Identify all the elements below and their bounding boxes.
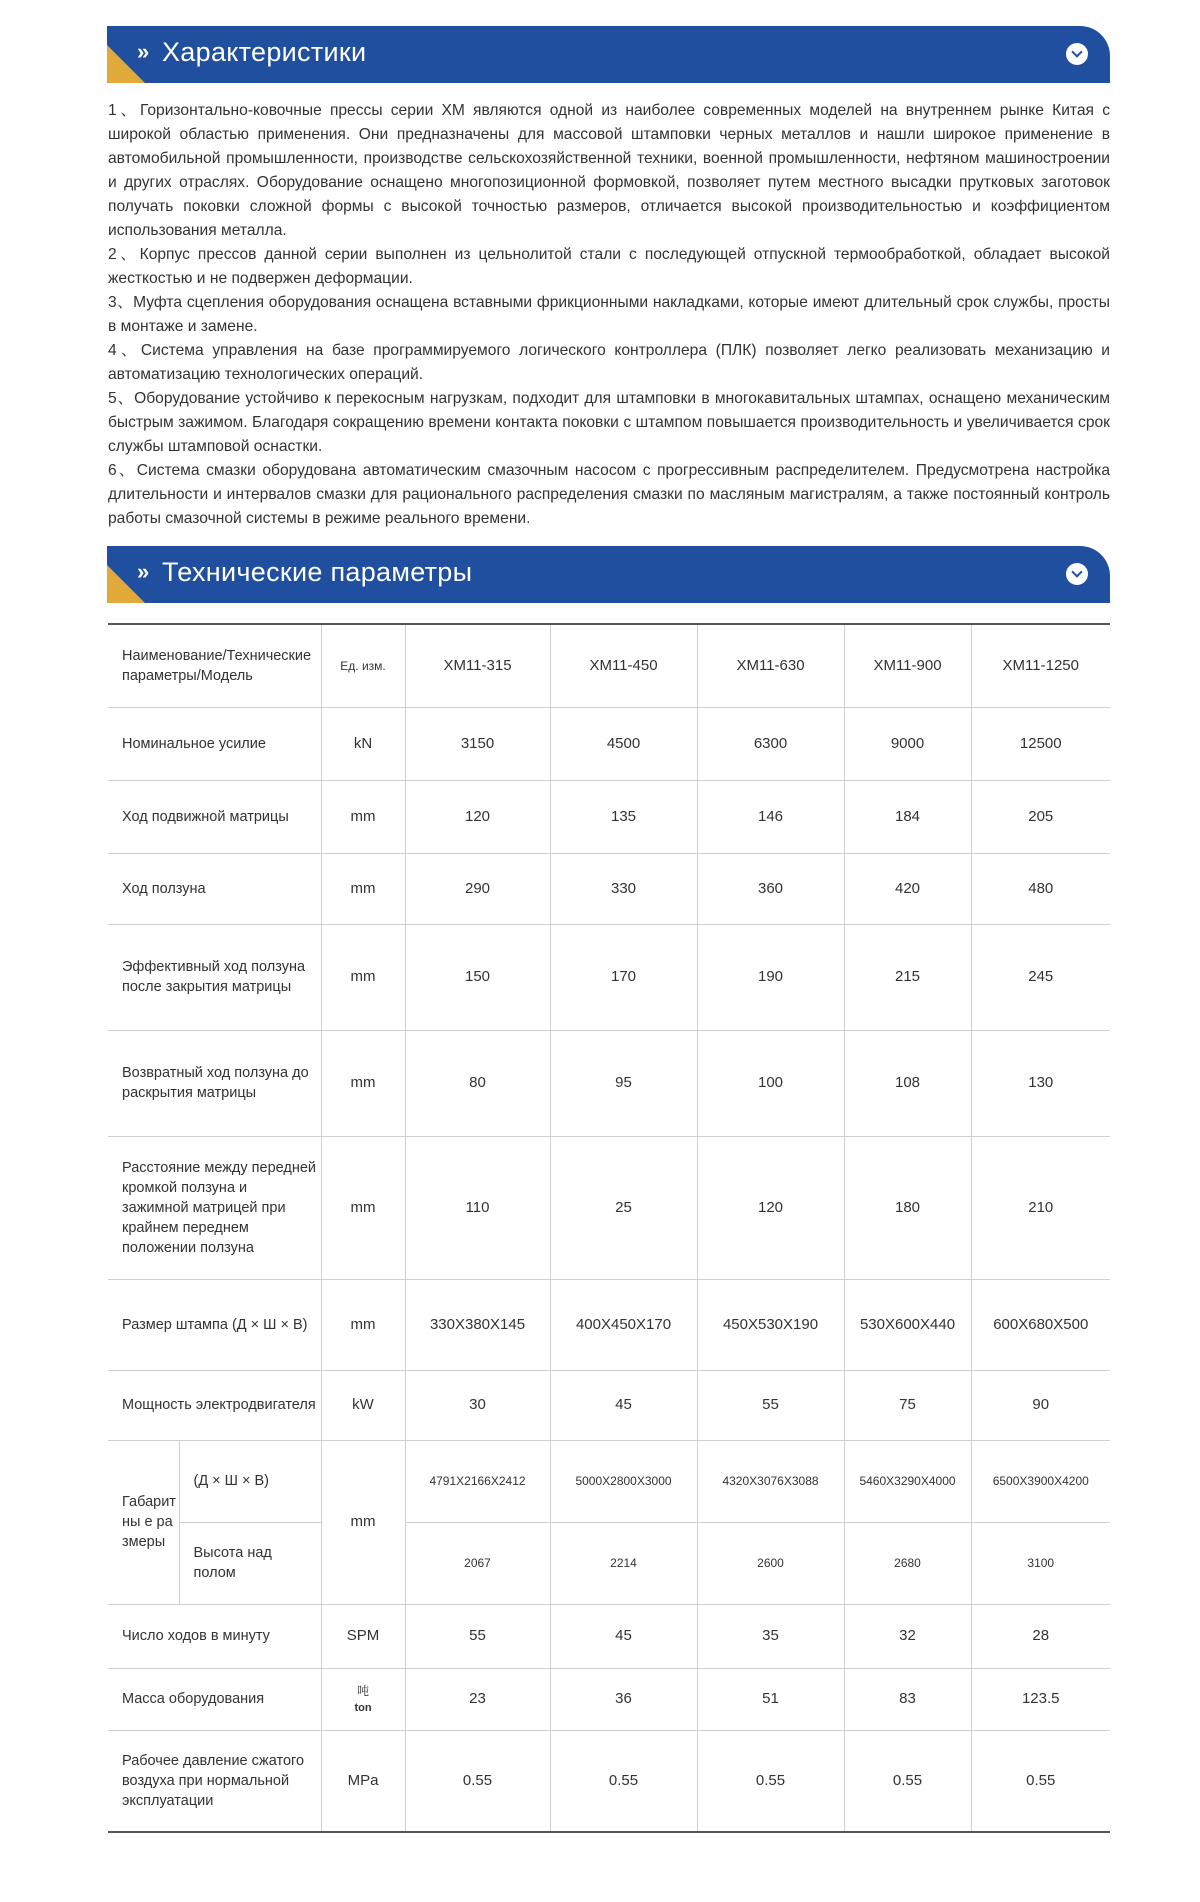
cell: 0.55 bbox=[844, 1730, 971, 1832]
row-unit: MPa bbox=[321, 1730, 405, 1832]
cell: 2214 bbox=[550, 1522, 697, 1604]
cell: 110 bbox=[405, 1136, 550, 1279]
cell: 130 bbox=[971, 1030, 1110, 1136]
cell: 420 bbox=[844, 853, 971, 924]
row-name: Расстояние между передней кромкой ползуна и зажимной матрицей при крайнем переднем положении ползуна bbox=[108, 1136, 321, 1279]
cell: 5460X3290X4000 bbox=[844, 1440, 971, 1522]
cell: 135 bbox=[550, 780, 697, 853]
cell: 2680 bbox=[844, 1522, 971, 1604]
table-row bbox=[108, 1136, 1110, 1279]
cell: 0.55 bbox=[405, 1730, 550, 1832]
header-unit: Ед. изм. bbox=[321, 624, 405, 707]
cell: 205 bbox=[971, 780, 1110, 853]
cell: 6500X3900X4200 bbox=[971, 1440, 1110, 1522]
table-row-dimensions bbox=[108, 1440, 1110, 1522]
unit-bottom: ton bbox=[354, 1702, 372, 1714]
row-unit: mm bbox=[321, 853, 405, 924]
cell: 45 bbox=[550, 1370, 697, 1440]
cell: 400X450X170 bbox=[550, 1279, 697, 1370]
table-row bbox=[108, 707, 1110, 780]
row-unit bbox=[321, 1668, 405, 1730]
model-2: XM11-450 bbox=[550, 624, 697, 707]
dimensions-sub2-name: Высота над полом bbox=[179, 1522, 321, 1604]
cell: 245 bbox=[971, 924, 1110, 1030]
cell: 4320X3076X3088 bbox=[697, 1440, 844, 1522]
dimensions-unit: mm bbox=[321, 1440, 405, 1604]
cell: 180 bbox=[844, 1136, 971, 1279]
model-1: XM11-315 bbox=[405, 624, 550, 707]
cell: 360 bbox=[697, 853, 844, 924]
cell: 0.55 bbox=[550, 1730, 697, 1832]
cell: 330X380X145 bbox=[405, 1279, 550, 1370]
params-header[interactable] bbox=[107, 546, 1110, 603]
cell: 530X600X440 bbox=[844, 1279, 971, 1370]
header-name: Наименование/Технические параметры/Модель bbox=[108, 624, 321, 707]
cell: 25 bbox=[550, 1136, 697, 1279]
cell: 32 bbox=[844, 1604, 971, 1668]
row-name: Число ходов в минуту bbox=[108, 1604, 321, 1668]
cell: 83 bbox=[844, 1668, 971, 1730]
table-row-dimensions-height bbox=[108, 1522, 1110, 1604]
cell: 184 bbox=[844, 780, 971, 853]
row-name: Ход ползуна bbox=[108, 853, 321, 924]
cell: 35 bbox=[697, 1604, 844, 1668]
row-name: Возвратный ход ползуна до раскрытия матрицы bbox=[108, 1030, 321, 1136]
cell: 55 bbox=[405, 1604, 550, 1668]
cell: 170 bbox=[550, 924, 697, 1030]
table-row bbox=[108, 1279, 1110, 1370]
cell: 3150 bbox=[405, 707, 550, 780]
features-header[interactable] bbox=[107, 26, 1110, 83]
cell: 100 bbox=[697, 1030, 844, 1136]
cell: 4791X2166X2412 bbox=[405, 1440, 550, 1522]
row-unit: mm bbox=[321, 1136, 405, 1279]
model-5: XM11-1250 bbox=[971, 624, 1110, 707]
table-row bbox=[108, 1604, 1110, 1668]
row-name: Рабочее давление сжатого воздуха при нормальной эксплуатации bbox=[108, 1730, 321, 1832]
specs-table bbox=[108, 623, 1110, 1833]
feature-item: 4、Система управления на базе программируемого логического контроллера (ПЛК) позволяет легко реализовать механизацию и автоматизацию технологических операций. bbox=[108, 342, 1110, 383]
table-row bbox=[108, 780, 1110, 853]
double-chevron-icon: » bbox=[137, 39, 150, 64]
cell: 0.55 bbox=[971, 1730, 1110, 1832]
cell: 12500 bbox=[971, 707, 1110, 780]
row-name: Ход подвижной матрицы bbox=[108, 780, 321, 853]
table-row bbox=[108, 1730, 1110, 1832]
cell: 23 bbox=[405, 1668, 550, 1730]
chevron-down-icon[interactable] bbox=[1066, 563, 1088, 585]
row-unit: kW bbox=[321, 1370, 405, 1440]
cell: 95 bbox=[550, 1030, 697, 1136]
feature-item: 3、Муфта сцепления оборудования оснащена вставными фрикционными накладками, которые имеют длительный срок службы, просты в монтаже и замене. bbox=[108, 294, 1110, 335]
cell: 55 bbox=[697, 1370, 844, 1440]
row-unit: kN bbox=[321, 707, 405, 780]
cell: 2067 bbox=[405, 1522, 550, 1604]
features-text bbox=[108, 99, 1110, 531]
row-name: Масса оборудования bbox=[108, 1668, 321, 1730]
cell: 45 bbox=[550, 1604, 697, 1668]
dimensions-name: Габаритны е размеры bbox=[108, 1440, 179, 1604]
cell: 210 bbox=[971, 1136, 1110, 1279]
cell: 150 bbox=[405, 924, 550, 1030]
cell: 120 bbox=[697, 1136, 844, 1279]
cell: 215 bbox=[844, 924, 971, 1030]
params-title: Технические параметры bbox=[162, 557, 473, 587]
row-name: Мощность электродвигателя bbox=[108, 1370, 321, 1440]
cell: 3100 bbox=[971, 1522, 1110, 1604]
cell: 6300 bbox=[697, 707, 844, 780]
cell: 146 bbox=[697, 780, 844, 853]
cell: 290 bbox=[405, 853, 550, 924]
feature-item: 5、Оборудование устойчиво к перекосным нагрузкам, подходит для штамповки в многокавитальных штампах, оснащено механическим быстрым зажимом. Благодаря сокращению времени контакта поковки с штампом повышается производительность и увеличивается срок службы штамповой оснастки. bbox=[108, 390, 1110, 455]
table-row bbox=[108, 1370, 1110, 1440]
table-row bbox=[108, 853, 1110, 924]
cell: 4500 bbox=[550, 707, 697, 780]
table-row bbox=[108, 924, 1110, 1030]
cell: 108 bbox=[844, 1030, 971, 1136]
row-unit: mm bbox=[321, 924, 405, 1030]
row-name: Номинальное усилие bbox=[108, 707, 321, 780]
cell: 480 bbox=[971, 853, 1110, 924]
row-name: Размер штампа (Д × Ш × В) bbox=[108, 1279, 321, 1370]
cell: 123.5 bbox=[971, 1668, 1110, 1730]
feature-item: 2、Корпус прессов данной серии выполнен из цельнолитой стали с последующей отпускной термообработкой, обладает высокой жесткостью и не подвержен деформации. bbox=[108, 246, 1110, 287]
cell: 2600 bbox=[697, 1522, 844, 1604]
feature-item: 1、Горизонтально-ковочные прессы серии ХМ являются одной из наиболее современных моделей на внутреннем рынке Китая с широкой областью применения. Они предназначены для массовой штамповки черных металлов и нашли широкое применение в автомобильной промышленности, производстве сельскохозяйственной техники, военной промышленности, нефтяном машиностроении и других отраслях. Оборудование оснащено многопозиционной формовкой, позволяет путем местного высадки прутковых заготовок получать поковки сложной формы с высокой точностью размеров, отличается высокой производительностью и коэффициентом использования металла. bbox=[108, 102, 1110, 239]
cell: 51 bbox=[697, 1668, 844, 1730]
dimensions-sub1-name: (Д × Ш × В) bbox=[179, 1440, 321, 1522]
chevron-down-icon[interactable] bbox=[1066, 43, 1088, 65]
cell: 9000 bbox=[844, 707, 971, 780]
table-row-mass bbox=[108, 1668, 1110, 1730]
feature-item: 6、Система смазки оборудована автоматическим смазочным насосом с прогрессивным распределителем. Предусмотрена настройка длительности и интервалов смазки для рационального распределения смазки по масляным магистралям, а также постоянный контроль работы смазочной системы в режиме реального времени. bbox=[108, 462, 1110, 527]
cell: 190 bbox=[697, 924, 844, 1030]
cell: 36 bbox=[550, 1668, 697, 1730]
cell: 28 bbox=[971, 1604, 1110, 1668]
features-title: Характеристики bbox=[162, 37, 367, 67]
cell: 5000X2800X3000 bbox=[550, 1440, 697, 1522]
row-unit: mm bbox=[321, 780, 405, 853]
cell: 0.55 bbox=[697, 1730, 844, 1832]
cell: 330 bbox=[550, 853, 697, 924]
row-unit: SPM bbox=[321, 1604, 405, 1668]
model-3: XM11-630 bbox=[697, 624, 844, 707]
cell: 450X530X190 bbox=[697, 1279, 844, 1370]
double-chevron-icon: » bbox=[137, 559, 150, 584]
cell: 80 bbox=[405, 1030, 550, 1136]
cell: 90 bbox=[971, 1370, 1110, 1440]
cell: 120 bbox=[405, 780, 550, 853]
cell: 30 bbox=[405, 1370, 550, 1440]
table-row bbox=[108, 1030, 1110, 1136]
cell: 75 bbox=[844, 1370, 971, 1440]
unit-top: 吨 bbox=[356, 1684, 369, 1698]
row-unit: mm bbox=[321, 1279, 405, 1370]
model-4: XM11-900 bbox=[844, 624, 971, 707]
row-name: Эффективный ход ползуна после закрытия матрицы bbox=[108, 924, 321, 1030]
table-header-row bbox=[108, 624, 1110, 707]
cell: 600X680X500 bbox=[971, 1279, 1110, 1370]
row-unit: mm bbox=[321, 1030, 405, 1136]
